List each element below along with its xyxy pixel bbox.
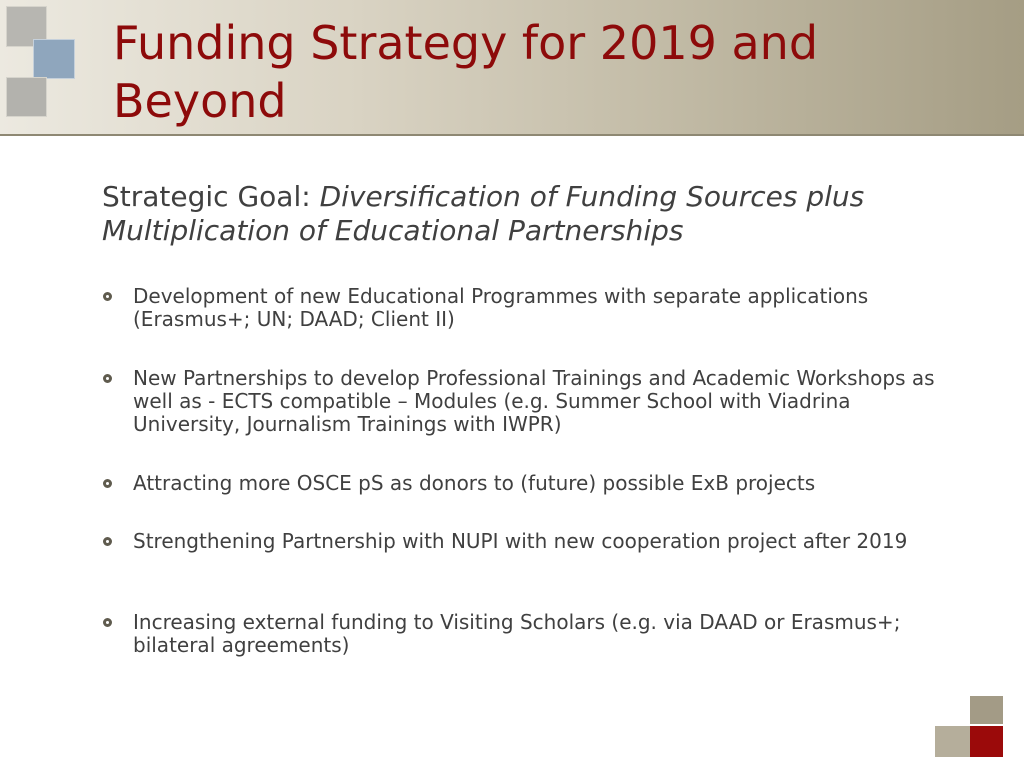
bullet-text: Attracting more OSCE pS as donors to (future) possible ExB projects bbox=[133, 471, 816, 495]
decorative-square bbox=[33, 39, 75, 79]
strategic-goal-label: Strategic Goal: bbox=[102, 180, 320, 213]
bullet-item bbox=[102, 530, 962, 553]
bullet-item bbox=[102, 285, 962, 331]
bullet-text: Increasing external funding to Visiting Scholars (e.g. via DAAD or Erasmus+; bilateral agreements) bbox=[133, 610, 901, 657]
hollow-circle-icon bbox=[103, 537, 112, 546]
decorative-square bbox=[6, 77, 47, 117]
hollow-circle-icon bbox=[103, 479, 112, 488]
slide-title: Funding Strategy for 2019 and Beyond bbox=[113, 16, 819, 128]
hollow-circle-icon bbox=[103, 374, 112, 383]
bullet-item bbox=[102, 367, 962, 436]
strategic-goal bbox=[102, 180, 962, 248]
bullet-text: Strengthening Partnership with NUPI with new cooperation project after 2019 bbox=[133, 529, 908, 553]
title-band bbox=[0, 0, 1024, 136]
bullet-item bbox=[102, 611, 962, 657]
strategic-goal-text: Diversification of Funding Sources plus Multiplication of Educational Partnerships bbox=[102, 180, 865, 247]
decorative-square bbox=[935, 726, 970, 757]
bullet-text: New Partnerships to develop Professional Trainings and Academic Workshops as well as - ECTS compatible – Modules (e.g. Summer School with Viadrina University, Journalism Trainings with IWPR) bbox=[133, 366, 935, 436]
decorative-square bbox=[970, 696, 1003, 724]
hollow-circle-icon bbox=[103, 292, 112, 301]
hollow-circle-icon bbox=[103, 618, 112, 627]
decorative-square-accent bbox=[970, 726, 1003, 757]
bullet-text: Development of new Educational Programmes with separate applications (Erasmus+; UN; DAAD; Client II) bbox=[133, 284, 869, 331]
bullet-item bbox=[102, 472, 962, 495]
